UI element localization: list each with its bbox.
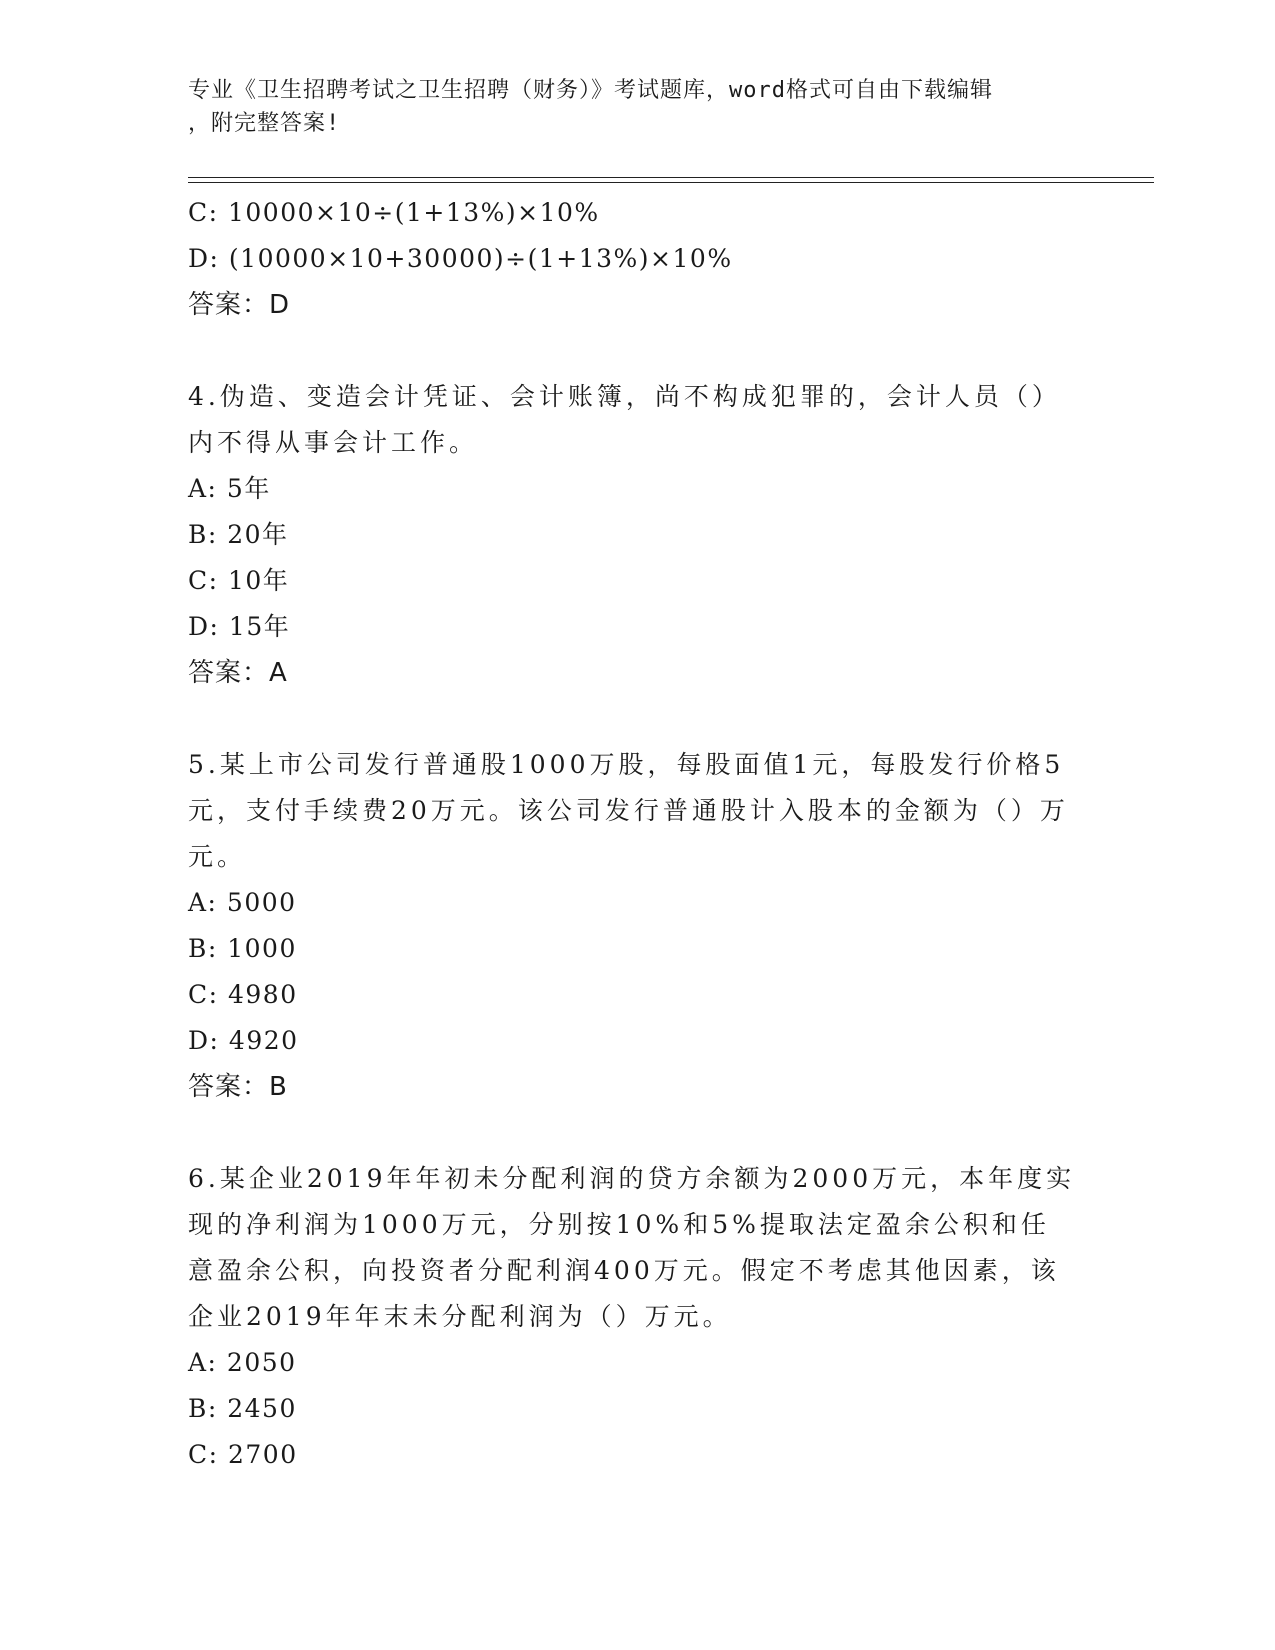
option-c: C: 2700: [188, 1440, 298, 1469]
option-b: B: 1000: [188, 934, 297, 963]
document-header: [188, 74, 1068, 140]
option-d: D: (10000×10+30000)÷(1+13%)×10%: [188, 244, 733, 273]
option-a: A: 2050: [188, 1348, 297, 1377]
question-4: [188, 374, 1078, 696]
answer-label: 答案：D: [188, 290, 291, 320]
header-title-line-1: 专业《卫生招聘考试之卫生招聘（财务）》考试题库，word格式可自由下载编辑: [188, 78, 993, 103]
question-3: [188, 190, 1078, 328]
option-c: C: 10年: [188, 566, 290, 595]
header-divider-top: [188, 177, 1154, 178]
answer-label: 答案：B: [188, 1072, 288, 1102]
question-text: 4.伪造、变造会计凭证、会计账簿，尚不构成犯罪的，会计人员（）内不得从事会计工作。: [188, 382, 1061, 457]
header-divider-bottom: [188, 182, 1154, 183]
question-text: 6.某企业2019年年初未分配利润的贷方余额为2000万元，本年度实现的净利润为1000万元，分别按10%和5%提取法定盈余公积和任意盈余公积，向投资者分配利润400万元。假定不考虑其他因素，该企业2019年年末未分配利润为（）万元。: [188, 1164, 1076, 1331]
question-6: [188, 1156, 1078, 1478]
header-title-line-2: ，附完整答案!: [188, 111, 341, 136]
option-d: D: 4920: [188, 1026, 299, 1055]
question-text: 5.某上市公司发行普通股1000万股，每股面值1元，每股发行价格5元，支付手续费20万元。该公司发行普通股计入股本的金额为（）万元。: [188, 750, 1069, 871]
option-a: A: 5000: [188, 888, 297, 917]
option-b: B: 20年: [188, 520, 289, 549]
option-c: C: 4980: [188, 980, 298, 1009]
option-a: A: 5年: [188, 474, 271, 503]
option-b: B: 2450: [188, 1394, 297, 1423]
question-list: [188, 190, 1078, 1478]
option-d: D: 15年: [188, 612, 291, 641]
option-c: C: 10000×10÷(1+13%)×10%: [188, 198, 600, 227]
question-5: [188, 742, 1078, 1110]
answer-label: 答案：A: [188, 658, 288, 688]
